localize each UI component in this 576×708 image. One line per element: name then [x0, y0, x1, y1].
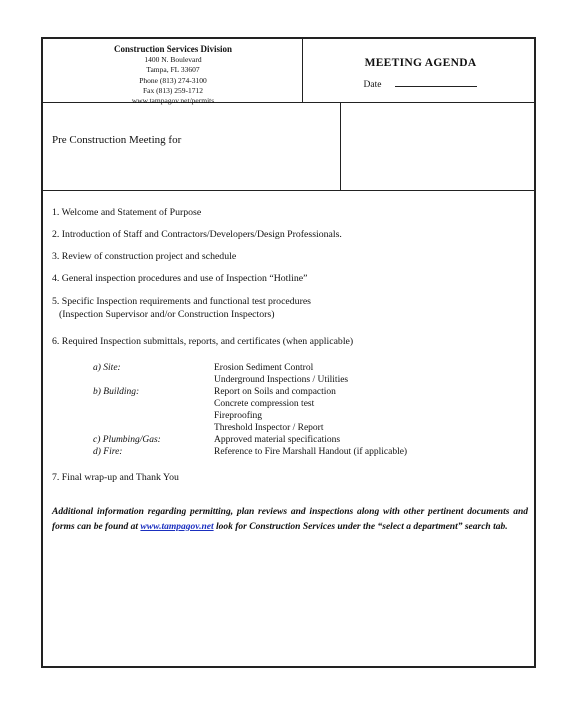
requirement-detail: Underground Inspections / Utilities	[214, 375, 349, 385]
requirement-detail: Erosion Sediment Control	[214, 363, 314, 373]
note-text-end: look for Construction Services under the “select a department” search tab.	[213, 522, 508, 532]
fax-number: Fax (813) 259-1712	[143, 85, 203, 95]
agenda-item-5-subline: (Inspection Supervisor and/or Construction Inspectors)	[59, 309, 275, 320]
requirement-category: a) Site:	[93, 363, 121, 373]
requirement-detail: Fireproofing	[214, 411, 263, 421]
date-field	[305, 77, 536, 90]
requirement-detail: Approved material specifications	[214, 435, 341, 445]
requirement-category: d) Fire:	[93, 447, 123, 457]
agenda-item-3: 3. Review of construction project and schedule	[52, 251, 237, 262]
address-line-2: Tampa, FL 33607	[146, 65, 200, 75]
agenda-form	[41, 37, 536, 668]
note-text-start: Additional information regarding permitting, plan reviews and inspections along with other pertinent documents and forms can be found at	[52, 507, 528, 532]
organization-name: Construction Services Division	[114, 44, 232, 54]
website-link[interactable]: www.tampagov.net	[140, 522, 214, 532]
organization-block	[44, 44, 302, 106]
page-title: MEETING AGENDA	[364, 57, 477, 69]
requirement-category: c) Plumbing/Gas:	[93, 435, 161, 445]
date-input-line[interactable]	[395, 77, 477, 87]
preconst-divider	[340, 102, 341, 190]
preconst-bottom-rule	[43, 190, 534, 191]
agenda-item-4: 4. General inspection procedures and use of Inspection “Hotline”	[52, 273, 308, 284]
requirement-detail: Concrete compression test	[214, 399, 315, 409]
phone-number: Phone (813) 274-3100	[139, 75, 207, 85]
agenda-item-7: 7. Final wrap-up and Thank You	[52, 472, 179, 483]
pre-construction-label: Pre Construction Meeting for	[52, 134, 182, 146]
requirement-detail: Report on Soils and compaction	[214, 387, 336, 397]
agenda-item-5: 5. Specific Inspection requirements and functional test procedures	[52, 296, 311, 307]
requirement-detail: Reference to Fire Marshall Handout (if applicable)	[214, 447, 408, 457]
agenda-item-6: 6. Required Inspection submittals, reports, and certificates (when applicable)	[52, 336, 354, 347]
requirement-detail: Threshold Inspector / Report	[214, 423, 324, 433]
address-line-1: 1400 N. Boulevard	[144, 55, 202, 64]
agenda-item-1: 1. Welcome and Statement of Purpose	[52, 207, 202, 218]
date-label: Date	[363, 80, 382, 90]
additional-info-note	[52, 505, 528, 535]
header-divider	[302, 39, 303, 102]
agenda-item-2: 2. Introduction of Staff and Contractors/Developers/Design Professionals.	[52, 229, 342, 240]
requirement-category: b) Building:	[93, 387, 140, 397]
agenda-title-block	[305, 57, 536, 90]
website: www.tampagov.net/permits	[131, 96, 215, 106]
